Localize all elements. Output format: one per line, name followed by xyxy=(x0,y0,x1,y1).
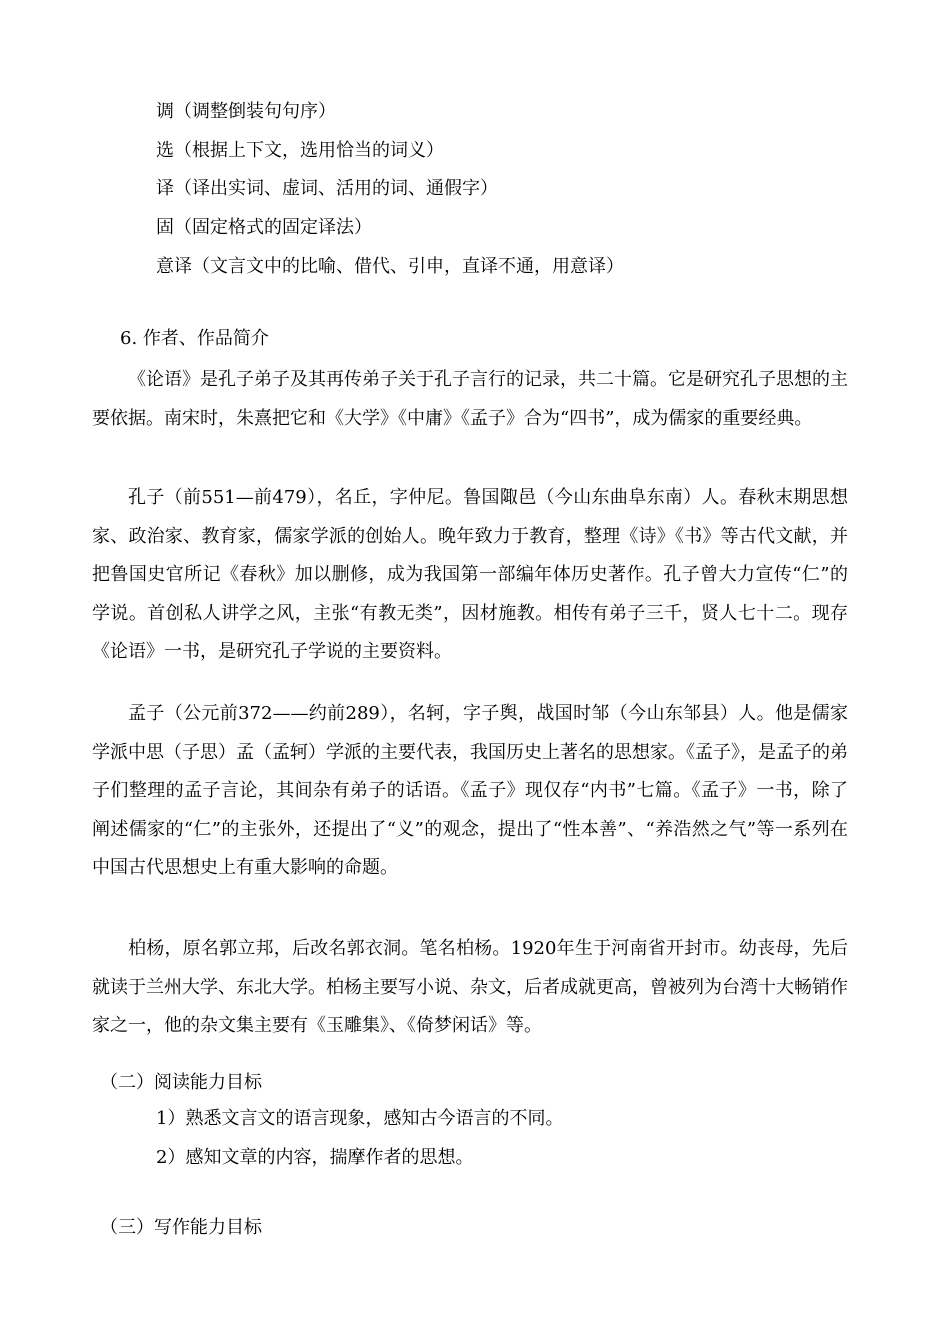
method-item: 选（根据上下文，选用恰当的词义） xyxy=(156,140,444,161)
intro-paragraph-mencius: 孟子（公元前372——约前289），名轲，字子舆，战国时邹（今山东邹县）人。他是儒家学派中思（子思）孟（孟轲）学派的主要代表，我国历史上著名的思想家。《孟子》，是孟子的弟子们整理的孟子言论，其间杂有弟子的话语。《孟子》现仅存“内书”七篇。《孟子》一书，除了阐述儒家的“仁”的主张外，还提出了“义”的观念，提出了“性本善”、“养浩然之气”等一系列在中国古代思想史上有重大影响的命题。 xyxy=(92,703,848,878)
method-item: 意译（文言文中的比喻、借代、引申，直译不通，用意译） xyxy=(156,256,624,277)
intro-paragraph-lunyu: 《论语》是孔子弟子及其再传弟子关于孔子言行的记录，共二十篇。它是研究孔子思想的主要依据。南宋时，朱熹把它和《大学》《中庸》《孟子》合为“四书”，成为儒家的重要经典。 xyxy=(92,369,848,429)
method-item: 译（译出实词、虚词、活用的词、通假字） xyxy=(156,178,498,199)
section-heading: （二）阅读能力目标 xyxy=(100,1072,262,1093)
goal-item: 2）感知文章的内容，揣摩作者的思想。 xyxy=(156,1147,474,1168)
section-heading: （三）写作能力目标 xyxy=(100,1217,262,1238)
method-item: 固（固定格式的固定译法） xyxy=(156,217,372,238)
section-heading: 6. 作者、作品简介 xyxy=(120,328,269,349)
intro-paragraph-boyang: 柏杨，原名郭立邦，后改名郭衣洞。笔名柏杨。1920年生于河南省开封市。幼丧母，先后就读于兰州大学、东北大学。柏杨主要写小说、杂文，后者成就更高，曾被列为台湾十大畅销作家之一，他的杂文集主要有《玉雕集》、《倚梦闲话》等。 xyxy=(92,938,848,1036)
method-item: 调（调整倒装句句序） xyxy=(156,101,336,122)
goal-item: 1）熟悉文言文的语言现象，感知古今语言的不同。 xyxy=(156,1108,564,1129)
intro-paragraph-confucius: 孔子（前551—前479），名丘，字仲尼。鲁国陬邑（今山东曲阜东南）人。春秋末期思想家、政治家、教育家，儒家学派的创始人。晚年致力于教育，整理《诗》《书》等古代文献，并把鲁国史官所记《春秋》加以删修，成为我国第一部编年体历史著作。孔子曾大力宣传“仁”的学说。首创私人讲学之风，主张“有教无类”，因材施教。相传有弟子三千，贤人七十二。现存《论语》一书，是研究孔子学说的主要资料。 xyxy=(92,487,848,662)
